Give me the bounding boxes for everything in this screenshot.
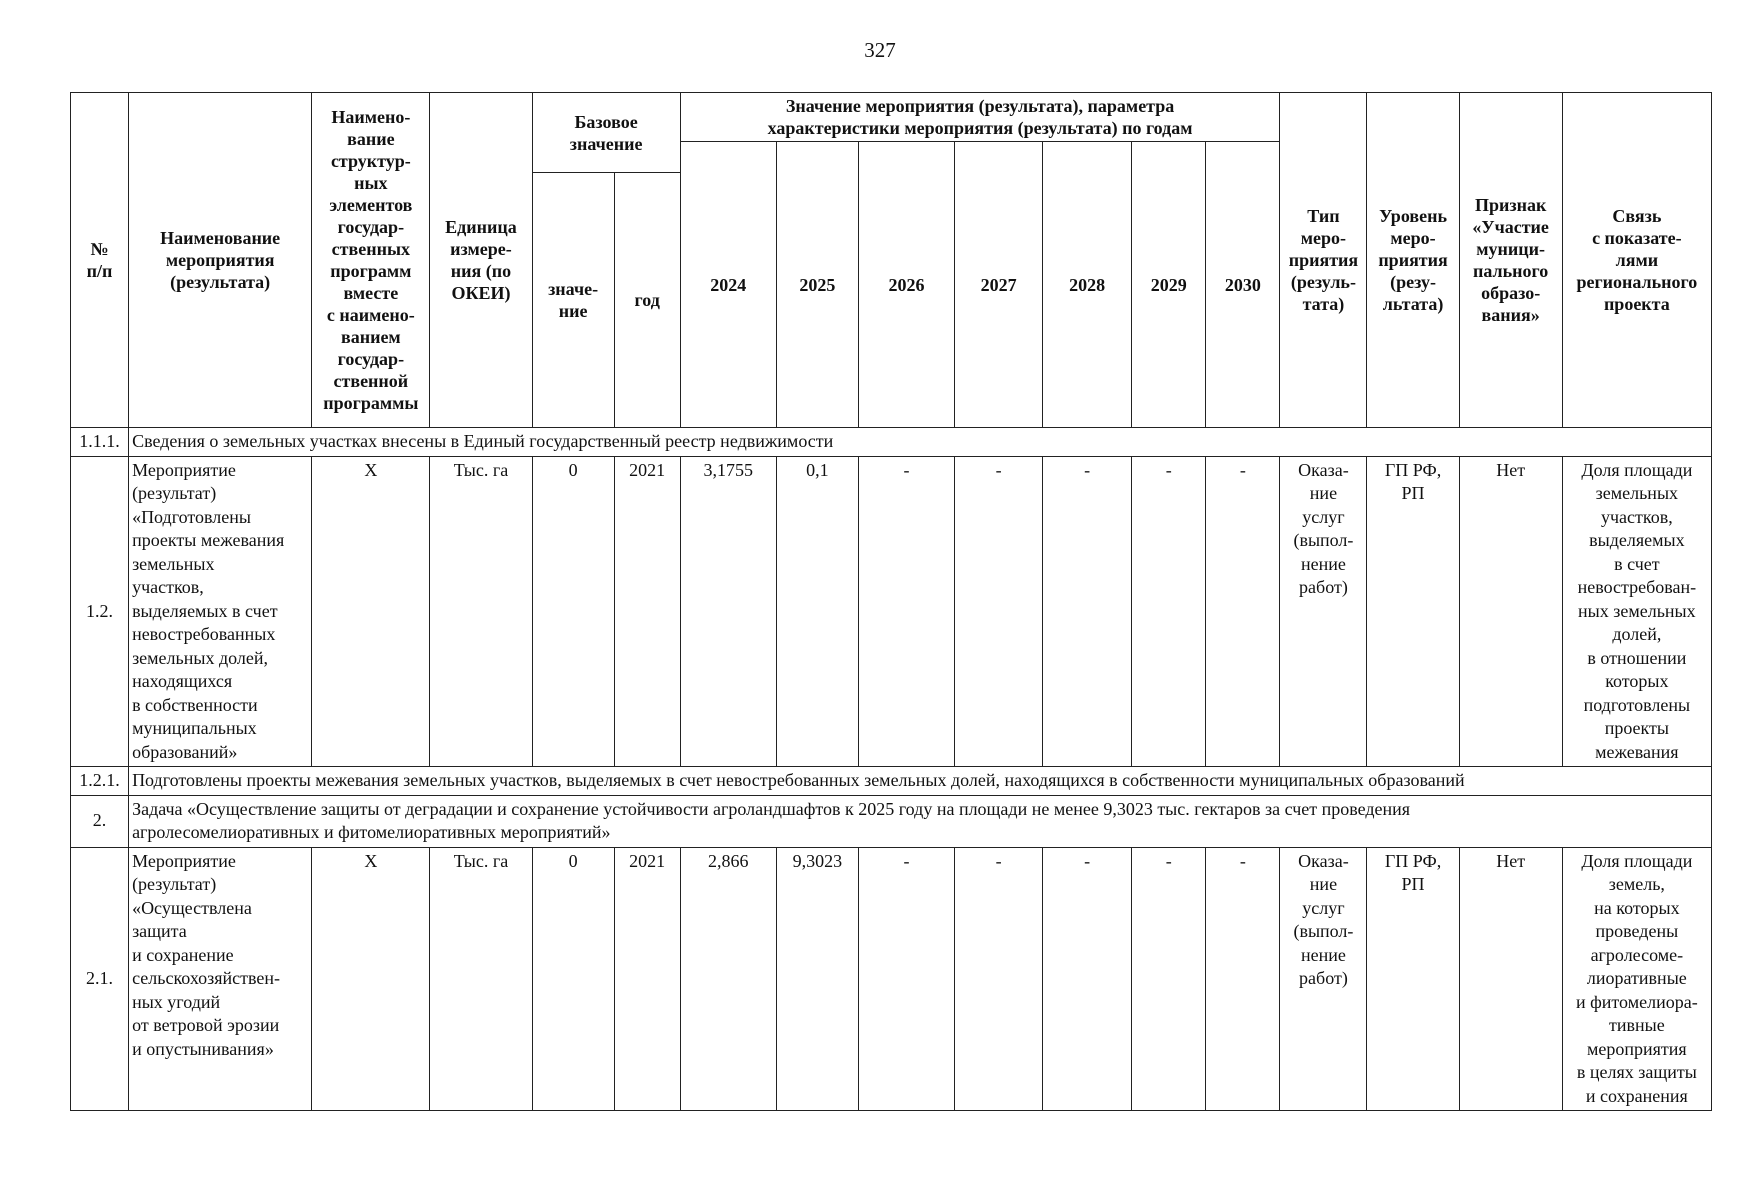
base-value-cell: 0 — [532, 847, 614, 1111]
level-cell: ГП РФ, РП — [1367, 456, 1459, 767]
event-name: Мероприятие (результат) «Осуществлена защита и сохранение сельскохозяйствен- ных угодий от ветровой эрозии и опустынивания» — [129, 847, 312, 1111]
municipal-cell: Нет — [1459, 847, 1562, 1111]
municipal-cell: Нет — [1459, 456, 1562, 767]
header-base: Базовое значение — [532, 93, 680, 173]
header-municipal: Признак «Участие муници- пального образо- вания» — [1459, 93, 1562, 428]
header-base-year: год — [614, 173, 680, 428]
value-2029-cell: - — [1132, 847, 1206, 1111]
base-value-cell: 0 — [532, 456, 614, 767]
header-year-2030: 2030 — [1206, 142, 1280, 428]
value-2030-cell: - — [1206, 847, 1280, 1111]
row-number: 1.2. — [71, 456, 129, 767]
base-year-cell: 2021 — [614, 456, 680, 767]
section-row-1-2-1 — [71, 767, 1712, 796]
row-number: 1.2.1. — [71, 767, 129, 796]
link-cell: Доля площади земель, на которых проведены агролесоме- лиоративные и фитомелиора- тивные мероприятия в целях защиты и сохранения — [1562, 847, 1711, 1111]
value-2027-cell: - — [955, 456, 1043, 767]
header-year-2028: 2028 — [1043, 142, 1132, 428]
value-2024-cell: 3,1755 — [680, 456, 776, 767]
value-2025-cell: 9,3023 — [776, 847, 858, 1111]
task-row-2 — [71, 795, 1712, 847]
value-2030-cell: - — [1206, 456, 1280, 767]
struct-cell: X — [312, 847, 430, 1111]
task-title: Задача «Осуществление защиты от деградации и сохранение устойчивости агроландшафтов к 2025 году на площади не менее 9,3023 тыс. гектаров за счет проведения агролесомелиоративных и фитомелиоративных мероприятий» — [129, 795, 1712, 847]
value-2025-cell: 0,1 — [776, 456, 858, 767]
value-2027-cell: - — [955, 847, 1043, 1111]
value-2024-cell: 2,866 — [680, 847, 776, 1111]
event-name: Мероприятие (результат) «Подготовлены проекты межевания земельных участков, выделяемых в счет невостребованных земельных долей, находящихся в собственности муниципальных образований» — [129, 456, 312, 767]
header-row-1 — [71, 93, 1712, 142]
value-2029-cell: - — [1132, 456, 1206, 767]
header-year-2024: 2024 — [680, 142, 776, 428]
section-row-1-1-1 — [71, 428, 1712, 457]
row-number: 2.1. — [71, 847, 129, 1111]
header-name: Наименование мероприятия (результата) — [129, 93, 312, 428]
base-year-cell: 2021 — [614, 847, 680, 1111]
row-number: 1.1.1. — [71, 428, 129, 457]
unit-cell: Тыс. га — [430, 456, 532, 767]
header-struct: Наимено- вание структур- ных элементов государ- ственных программ вместе с наимено- ванием государ- ственной программы — [312, 93, 430, 428]
value-2028-cell: - — [1043, 456, 1132, 767]
page-number: 327 — [864, 38, 896, 62]
header-year-2025: 2025 — [776, 142, 858, 428]
header-level: Уровень меро- приятия (резу- льтата) — [1367, 93, 1459, 428]
level-cell: ГП РФ, РП — [1367, 847, 1459, 1111]
header-year-2027: 2027 — [955, 142, 1043, 428]
table-row-1-2 — [71, 456, 1712, 767]
section-title: Сведения о земельных участках внесены в Единый государственный реестр недвижимости — [129, 428, 1712, 457]
type-cell: Оказа- ние услуг (выпол- нение работ) — [1280, 847, 1367, 1111]
header-unit: Единица измере- ния (по ОКЕИ) — [430, 93, 532, 428]
header-link: Связь с показате- лями регионального проекта — [1562, 93, 1711, 428]
header-base-value: значе- ние — [532, 173, 614, 428]
table-row-2-1 — [71, 847, 1712, 1111]
header-year-2029: 2029 — [1132, 142, 1206, 428]
section-title: Подготовлены проекты межевания земельных участков, выделяемых в счет невостребованных земельных долей, находящихся в собственности муниципальных образований — [129, 767, 1712, 796]
struct-cell: X — [312, 456, 430, 767]
row-number: 2. — [71, 795, 129, 847]
value-2026-cell: - — [858, 456, 954, 767]
header-num: № п/п — [71, 93, 129, 428]
value-2026-cell: - — [858, 847, 954, 1111]
link-cell: Доля площади земельных участков, выделяемых в счет невостребован- ных земельных долей, в отношении которых подготовлены проекты межевания — [1562, 456, 1711, 767]
unit-cell: Тыс. га — [430, 847, 532, 1111]
value-2028-cell: - — [1043, 847, 1132, 1111]
type-cell: Оказа- ние услуг (выпол- нение работ) — [1280, 456, 1367, 767]
results-table — [70, 92, 1712, 1111]
header-year-2026: 2026 — [858, 142, 954, 428]
header-values-group: Значение мероприятия (результата), параметра характеристики мероприятия (результата) по годам — [680, 93, 1280, 142]
header-type: Тип меро- приятия (резуль- тата) — [1280, 93, 1367, 428]
